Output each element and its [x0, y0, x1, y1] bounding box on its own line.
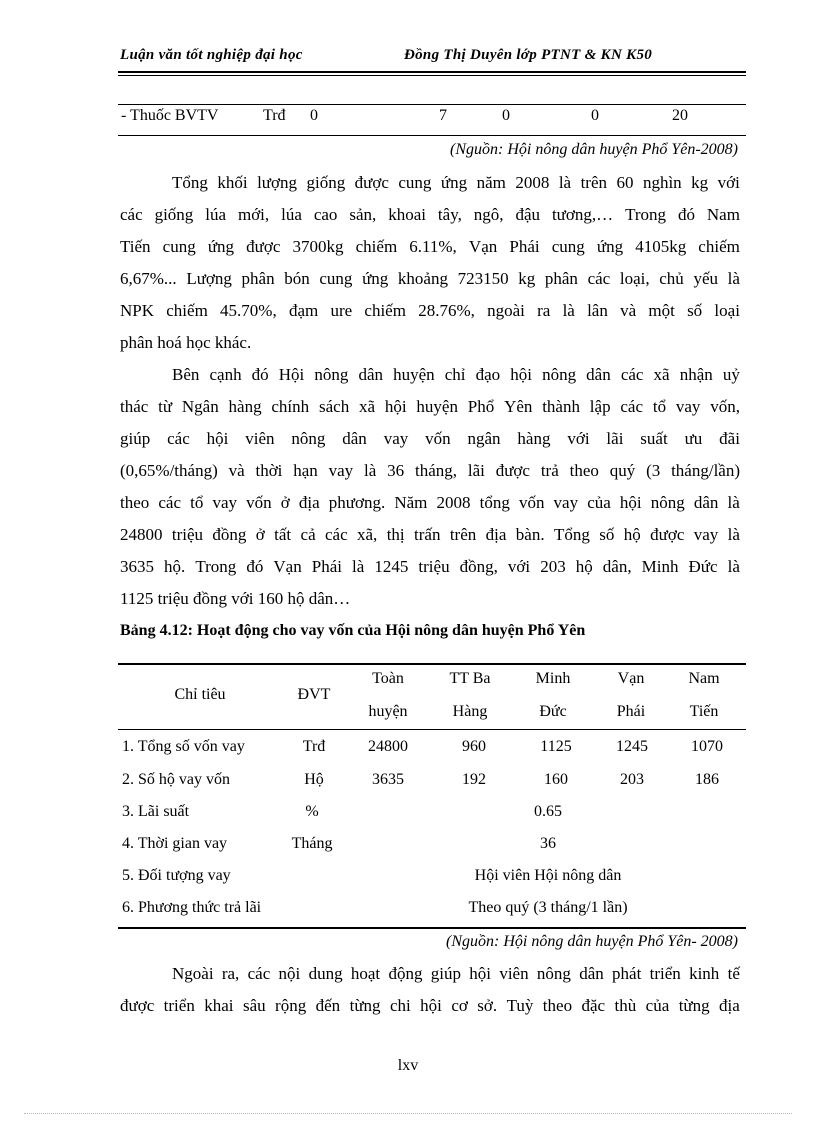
row-1-value: 1245 — [616, 738, 648, 755]
table-caption: Bảng 4.12: Hoạt động cho vay vốn của Hội nông dân huyện Phổ Yên — [120, 622, 586, 639]
page-number: lxv — [397, 1057, 419, 1074]
header-col-1-line-1: Toàn — [372, 670, 404, 687]
table-rule-header — [118, 729, 746, 730]
top-table-rule-2 — [118, 135, 746, 136]
row-3-unit: % — [305, 803, 319, 820]
header-dvt: ĐVT — [297, 686, 331, 703]
paragraph-2-line: (0,65%/tháng) và thời hạn vay là 36 tháng, lãi được trả theo quý (3 tháng/lần) — [120, 461, 740, 480]
paragraph-2-line: theo các tổ vay vốn ở địa phương. Năm 2008 tổng vốn vay của hội nông dân là — [120, 493, 740, 512]
paragraph-1-line: Tổng khối lượng giống được cung ứng năm 2008 là trên 60 nghìn kg với — [172, 173, 740, 192]
paragraph-2-line: giúp các hội viên nông dân vay vốn ngân hàng với lãi suất ưu đãi — [120, 429, 740, 448]
row-2-value: 192 — [462, 771, 486, 788]
header-col-5-line-1: Nam — [688, 670, 720, 687]
header-col-3-line-2: Đức — [539, 703, 567, 720]
paragraph-2-line: 1125 triệu đồng với 160 hộ dân… — [120, 589, 351, 608]
header-rule-thick — [118, 71, 746, 73]
paragraph-2-line: thác từ Ngân hàng chính sách xã hội huyện Phổ Yên thành lập các tổ vay vốn, — [120, 397, 740, 416]
top-row-value-2: 7 — [439, 107, 447, 124]
row-2-label: 2. Số hộ vay vốn — [122, 771, 230, 788]
row-1-value: 1070 — [691, 738, 723, 755]
source-note-2: (Nguồn: Hội nông dân huyện Phổ Yên- 2008) — [446, 933, 738, 950]
header-col-3-line-1: Minh — [535, 670, 571, 687]
top-table-rule-1 — [118, 104, 746, 105]
row-2-value: 186 — [695, 771, 719, 788]
row-6-label: 6. Phương thức trả lãi — [122, 899, 262, 916]
paragraph-1-line: 6,67%... Lượng phân bón cung ứng khoảng 723150 kg phân các loại, chủ yếu là — [120, 269, 740, 288]
row-1-label: 1. Tổng số vốn vay — [122, 738, 245, 755]
row-3-label: 3. Lãi suất — [122, 803, 190, 820]
paragraph-1-line: Tiến cung ứng được 3700kg chiếm 6.11%, Vạn Phái cung ứng 4105kg chiếm — [120, 237, 740, 256]
row-1-value: 1125 — [540, 738, 572, 755]
row-1-value: 24800 — [368, 738, 408, 755]
table-rule-top — [118, 663, 746, 665]
page-bottom-dotted-rule — [24, 1113, 792, 1114]
header-left: Luận văn tốt nghiệp đại học — [120, 47, 303, 63]
paragraph-1-line: phân hoá học khác. — [120, 333, 252, 352]
header-col-4-line-1: Vạn — [617, 670, 645, 687]
row-2-value: 3635 — [372, 771, 404, 788]
row-2-value: 203 — [620, 771, 644, 788]
paragraph-2-line: 3635 hộ. Trong đó Vạn Phái là 1245 triệu đồng, với 203 hộ dân, Minh Đức là — [120, 557, 740, 576]
paragraph-1-line: các giống lúa mới, lúa cao sản, khoai tây, ngô, đậu tương,… Trong đó Nam — [120, 205, 740, 224]
paragraph-2-line: 24800 triệu đồng ở tất cả các xã, thị trấn trên địa bàn. Tổng số hộ được vay là — [120, 525, 740, 544]
paragraph-2 — [120, 359, 740, 615]
paragraph-3 — [120, 958, 740, 1022]
top-row-value-1: 0 — [310, 107, 318, 124]
paragraph-3-line: được triển khai sâu rộng đến từng chi hội cơ sở. Tuỳ theo đặc thù của từng địa — [120, 996, 740, 1015]
paragraph-3-line: Ngoài ra, các nội dung hoạt động giúp hội viên nông dân phát triển kinh tế — [172, 964, 740, 983]
row-4-label: 4. Thời gian vay — [122, 835, 228, 852]
header-right: Đồng Thị Duyên lớp PTNT & KN K50 — [404, 47, 653, 63]
header-chitieu: Chỉ tiêu — [174, 686, 226, 703]
top-row-label: - Thuốc BVTV — [121, 107, 219, 124]
row-4-unit: Tháng — [291, 835, 333, 852]
header-col-2-line-1: TT Ba — [449, 670, 491, 687]
header-col-1-line-2: huyện — [368, 703, 408, 720]
row-6-merged: Theo quý (3 tháng/1 lần) — [468, 899, 628, 916]
row-1-unit: Trđ — [302, 738, 326, 755]
row-3-merged: 0.65 — [534, 803, 562, 820]
header-col-2-line-2: Hàng — [452, 703, 488, 720]
row-5-merged: Hội viên Hội nông dân — [474, 867, 622, 884]
top-row-value-5: 20 — [672, 107, 688, 124]
row-5-label: 5. Đối tượng vay — [122, 867, 231, 884]
paragraph-1 — [120, 167, 740, 359]
top-row-value-3: 0 — [502, 107, 510, 124]
top-row-unit: Trđ — [263, 107, 286, 124]
row-4-merged: 36 — [540, 835, 556, 852]
source-note-1: (Nguồn: Hội nông dân huyện Phổ Yên-2008) — [450, 141, 738, 158]
paragraph-1-line: NPK chiếm 45.70%, đạm ure chiếm 28.76%, ngoài ra là lân và một số loại — [120, 301, 740, 320]
header-col-5-line-2: Tiến — [689, 703, 719, 720]
table-rule-bottom — [118, 927, 746, 929]
row-2-value: 160 — [544, 771, 568, 788]
top-row-value-4: 0 — [591, 107, 599, 124]
header-rule-thin — [118, 75, 746, 76]
header-col-4-line-2: Phái — [616, 703, 646, 720]
row-1-value: 960 — [462, 738, 486, 755]
row-2-unit: Hộ — [304, 771, 324, 788]
paragraph-2-line: Bên cạnh đó Hội nông dân huyện chỉ đạo hội nông dân các xã nhận uỷ — [172, 365, 740, 384]
